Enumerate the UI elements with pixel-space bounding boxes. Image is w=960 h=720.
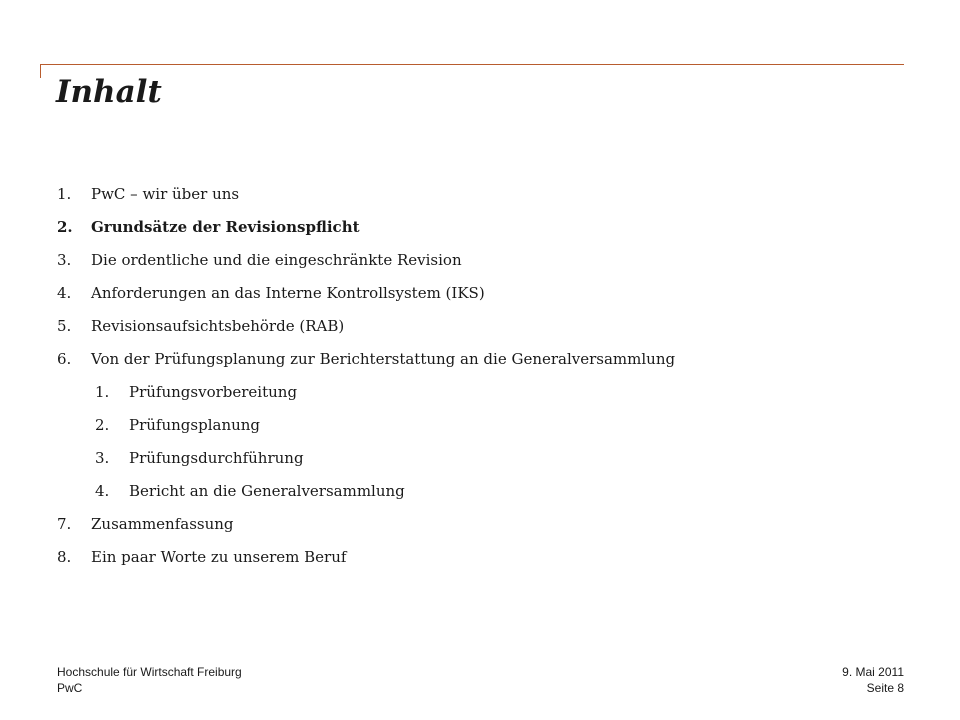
slide-title: Inhalt bbox=[56, 74, 162, 110]
toc-item-number: 2. bbox=[95, 416, 110, 434]
toc-item-number: 3. bbox=[57, 251, 72, 269]
toc-subitem-6-4 bbox=[57, 477, 897, 510]
toc-item-number: 8. bbox=[57, 548, 72, 566]
toc-item-1 bbox=[57, 180, 897, 213]
footer-right bbox=[842, 664, 904, 696]
title-frame-line bbox=[40, 64, 904, 65]
toc-item-label: Anforderungen an das Interne Kontrollsystem (IKS) bbox=[91, 284, 485, 302]
toc-item-label: PwC – wir über uns bbox=[91, 185, 240, 203]
toc-item-label: Prüfungsvorbereitung bbox=[129, 383, 298, 401]
toc-item-label: Revisionsaufsichtsbehörde (RAB) bbox=[91, 317, 345, 335]
toc-item-label: Grundsätze der Revisionspflicht bbox=[91, 218, 360, 236]
footer-company: PwC bbox=[57, 681, 83, 695]
toc-item-number: 2. bbox=[57, 218, 73, 236]
toc-item-number: 1. bbox=[57, 185, 72, 203]
toc-subitem-6-1 bbox=[57, 378, 897, 411]
toc-item-number: 4. bbox=[95, 482, 110, 500]
toc-subitem-6-3 bbox=[57, 444, 897, 477]
title-frame-corner bbox=[40, 64, 41, 78]
footer-date: 9. Mai 2011 bbox=[842, 665, 904, 679]
toc-item-number: 1. bbox=[95, 383, 110, 401]
toc-item-label: Prüfungsplanung bbox=[129, 416, 261, 434]
toc-item-5 bbox=[57, 312, 897, 345]
toc-item-label: Die ordentliche und die eingeschränkte Revision bbox=[91, 251, 462, 269]
toc-item-number: 7. bbox=[57, 515, 72, 533]
table-of-contents bbox=[57, 180, 897, 576]
footer-institution: Hochschule für Wirtschaft Freiburg bbox=[57, 665, 242, 679]
toc-item-number: 5. bbox=[57, 317, 72, 335]
toc-item-6 bbox=[57, 345, 897, 378]
toc-item-number: 6. bbox=[57, 350, 72, 368]
toc-item-label: Ein paar Worte zu unserem Beruf bbox=[91, 548, 347, 566]
toc-item-3 bbox=[57, 246, 897, 279]
toc-item-4 bbox=[57, 279, 897, 312]
footer-page-number: Seite 8 bbox=[866, 681, 904, 695]
footer-left bbox=[57, 664, 242, 696]
toc-item-2-active bbox=[57, 213, 897, 246]
toc-subitem-6-2 bbox=[57, 411, 897, 444]
toc-item-label: Zusammenfassung bbox=[91, 515, 234, 533]
toc-item-7 bbox=[57, 510, 897, 543]
toc-item-number: 3. bbox=[95, 449, 110, 467]
toc-item-number: 4. bbox=[57, 284, 72, 302]
toc-item-8 bbox=[57, 543, 897, 576]
toc-item-label: Von der Prüfungsplanung zur Berichterstattung an die Generalversammlung bbox=[91, 350, 676, 368]
toc-item-label: Prüfungsdurchführung bbox=[129, 449, 304, 467]
toc-item-label: Bericht an die Generalversammlung bbox=[129, 482, 405, 500]
